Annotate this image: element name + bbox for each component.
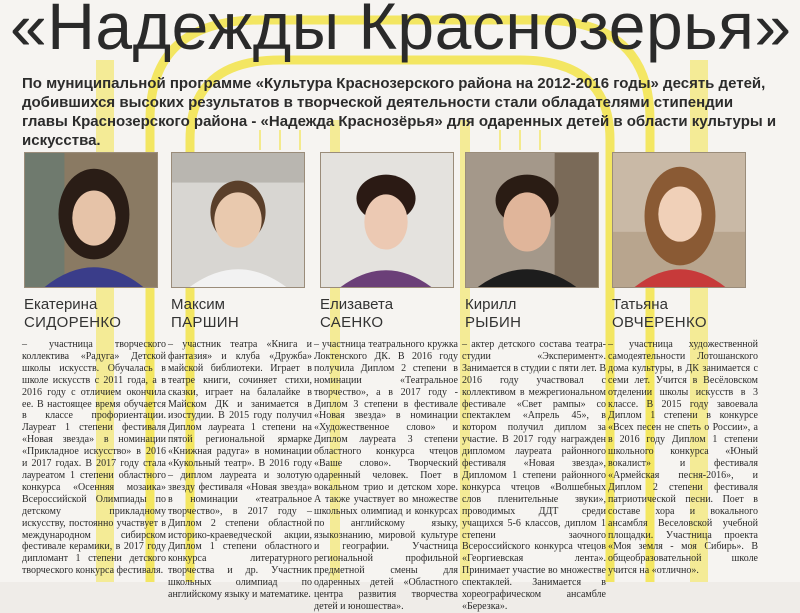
portrait-boy-dark-hair-icon: [466, 153, 598, 287]
first-name: Екатерина: [24, 296, 98, 313]
photo-ekaterina: [24, 152, 158, 288]
name-tatyana: [612, 296, 752, 332]
first-name: Елизавета: [320, 296, 394, 313]
page-title: «Надежды Краснозерья»: [10, 0, 792, 63]
name-elizaveta: [320, 296, 460, 332]
bio-kirill: – актер детского состава театра-студии «Эксперимент». Занимается в студии с пяти лет. В 2016 году участвовал с коллективом в межрегиональном фестивале «Свет рампы» со спектаклем «Апрель 45», в котором получил диплом за участие. В 2017 году награжден дипломом лауреата районного фестиваля «Новая звезда», Дипломом 1 степени районного конкурса чтецов «Волшебных слов пленительные звуки», проводимых ДДТ среди учащихся 5-6 классов, диплом 1 степени заочного Всероссийского конкурса чтецов «Георгиевская лента». Принимает участие во множестве спектаклей. Занимается в хореографическом ансамбле «Березка».: [462, 339, 606, 612]
bio-elizaveta: – участница театрального кружка Локтенского ДК. В 2016 году получила Диплом 2 степени в номинации «Театральное творчество», а в 2017 году - Диплом 3 степени в фестивале «Новая звезда» в номинации «Художественное слово» и Диплом лауреата 3 степени областного конкурса чтецов «Вашe слово». Творческий одаренный человек. Поет в вокальном трио и детском хоре. А также участвует во множестве школьных олимпиад и конкурсах по английскому языку, языкознанию, мировой культуре и географии. Участница региональной профильной предметной смены для одаренных детей «Областного центра развития творчества детей и юношества».: [314, 339, 458, 612]
first-name: Максим: [171, 296, 225, 313]
portrait-boy-short-hair-icon: [172, 153, 304, 287]
photo-kirill: [465, 152, 599, 288]
first-name: Татьяна: [612, 296, 668, 313]
last-name: САЕНКО: [320, 314, 384, 331]
first-name: Кирилл: [465, 296, 517, 313]
name-kirill: [465, 296, 605, 332]
last-name: РЫБИН: [465, 314, 522, 331]
last-name: ПАРШИН: [171, 314, 239, 331]
photo-maksim: [171, 152, 305, 288]
bio-tatyana: – участница художественной самодеятельности Лотошанского дома культуры, в ДК занимается с семи лет. Учится в Весёловском отделении школы искусств в 3 классе. В 2015 году завоевала Диплом 1 степени в конкурсе «Всех песен не спеть о России», а в 2016 году Диплом 1 степени школьного конкурса «Юный вокалист» и фестиваля «Армейская песня-2016», и Диплом 2 степени фестиваля патриотической песни. Поет в составе хора и вокального ансамбля Веселовской учебной площадки. Участница проекта «Моя земля - моя Сибирь». В общеобразовательной школе учится на «отлично».: [608, 339, 758, 577]
intro-paragraph: По муниципальной программе «Культура Краснозерского района на 2012-2016 годы» десять детей, добившихся высоких результатов в творческой деятельности стали обладателями стипендии главы Краснозерского района - «Надежда Краснозёрья» для одаренных детей в области культуры и искусства.: [22, 75, 777, 149]
photo-elizaveta: [320, 152, 454, 288]
portrait-girl-dark-hair-icon: [25, 153, 157, 287]
name-maksim: [171, 296, 311, 332]
photo-tatyana: [612, 152, 746, 288]
last-name: ОВЧЕРЕНКО: [612, 314, 707, 331]
last-name: СИДОРЕНКО: [24, 314, 122, 331]
bio-maksim: – участник театра «Книга и фантазия» и клуба «Дружба» майской библиотеки. Играет в театре книги, сочиняет стихи, сказки, играет на балалайке в Майском ДК и занимается в изостудии. В 2015 году получил Диплом лауреата 1 степени на пятой региональной ярмарке «Книжная радуга» в номинации «Кукольный театр». В 2016 году – диплом лауреата и золотую звезду фестиваля «Новая звезда» в номинации «театральное творчество», в 2017 году – Диплом 2 степени областной историко-краеведческой акции, Диплом 1 степени областного конкурса литературного творчества и др. Участник школьных олимпиад по английскому языку и математике.: [168, 339, 312, 601]
name-ekaterina: [24, 296, 164, 332]
portrait-girl-hair-up-icon: [321, 153, 453, 287]
portrait-girl-long-hair-icon: [613, 153, 745, 287]
bio-ekaterina: – участница творческого коллектива «Радуга» Детской школы искусств. Обучалась в школе искусств с 2011 года, а в 2016 году с отличием окончила ее. В настоящее время обучается в классе профориентации. Лауреат 1 степени фестиваля «Новая звезда» в номинации «Прикладное искусство» в 2016 и 2017 годах. В 2017 году стала лауреатом 1 степени областного конкурса «Осенняя мозаика» Всероссийской Олимпиады по детскому прикладному искусству, постоянно участвует в международном сибирском фестивале керамики, в 2017 году дипломант 1 степени детского творческого конкурса фестиваля.: [22, 339, 166, 577]
